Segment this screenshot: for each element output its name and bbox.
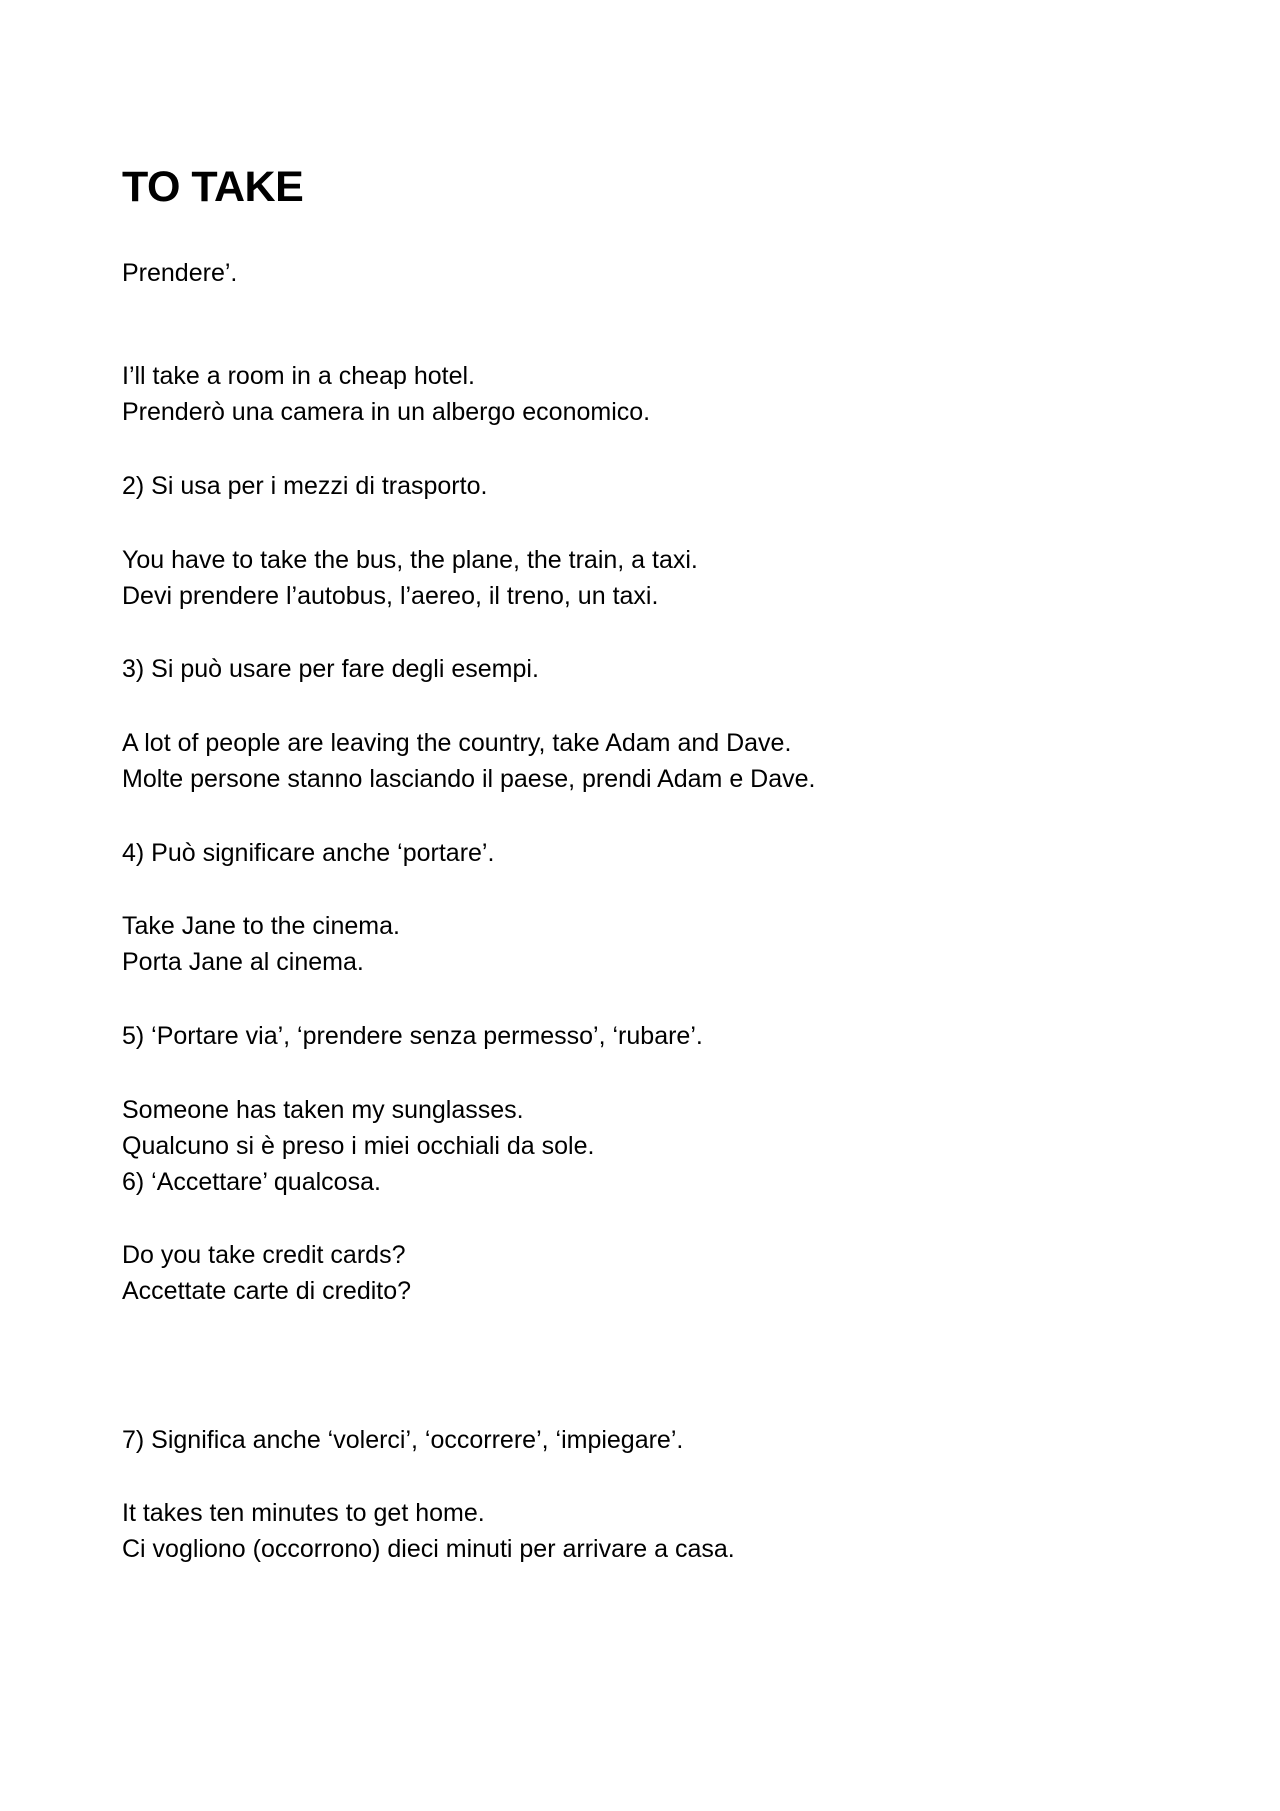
example-italian-6: Accettate carte di credito? xyxy=(122,1277,412,1305)
example-english-1: I’ll take a room in a cheap hotel. xyxy=(122,362,475,390)
example-italian-7: Ci vogliono (occorrono) dieci minuti per arrivare a casa. xyxy=(122,1535,735,1563)
example-english-6: Do you take credit cards? xyxy=(122,1241,406,1269)
rule-heading-5: 5) ‘Portare via’, ‘prendere senza permesso’, ‘rubare’. xyxy=(122,1022,703,1050)
rule-heading-3: 3) Si può usare per fare degli esempi. xyxy=(122,655,539,683)
intro-line: Prendere’. xyxy=(122,259,238,287)
example-english-4: Take Jane to the cinema. xyxy=(122,912,400,940)
example-italian-5: Qualcuno si è preso i miei occhiali da sole. xyxy=(122,1132,595,1160)
document-title: TO TAKE xyxy=(122,163,304,211)
example-italian-1: Prenderò una camera in un albergo economico. xyxy=(122,398,651,426)
example-italian-4: Porta Jane al cinema. xyxy=(122,948,364,976)
rule-heading-4: 4) Può significare anche ‘portare’. xyxy=(122,839,495,867)
example-english-3: A lot of people are leaving the country, take Adam and Dave. xyxy=(122,729,792,757)
example-italian-2: Devi prendere l’autobus, l’aereo, il treno, un taxi. xyxy=(122,582,659,610)
example-english-2: You have to take the bus, the plane, the train, a taxi. xyxy=(122,546,698,574)
rule-heading-7: 7) Significa anche ‘volerci’, ‘occorrere’, ‘impiegare’. xyxy=(122,1426,684,1454)
rule-heading-2: 2) Si usa per i mezzi di trasporto. xyxy=(122,472,488,500)
example-english-5: Someone has taken my sunglasses. xyxy=(122,1096,524,1124)
rule-heading-6: 6) ‘Accettare’ qualcosa. xyxy=(122,1168,381,1196)
example-italian-3: Molte persone stanno lasciando il paese, prendi Adam e Dave. xyxy=(122,765,816,793)
example-english-7: It takes ten minutes to get home. xyxy=(122,1499,485,1527)
